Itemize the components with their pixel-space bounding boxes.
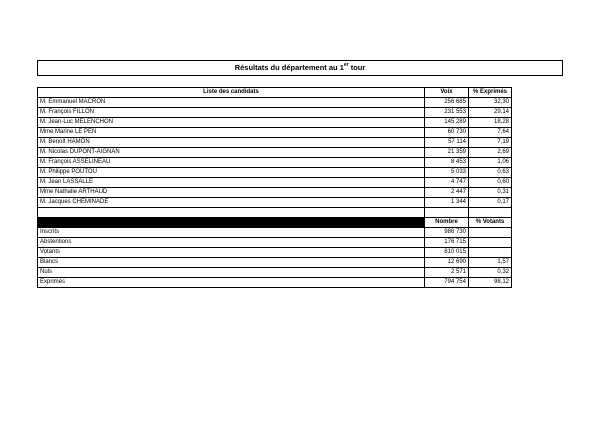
participation-header-row <box>38 217 512 227</box>
candidate-name: M. Jean LASSALLE <box>38 178 425 188</box>
candidate-votes: 256 685 <box>425 98 469 108</box>
candidate-votes: 145 289 <box>425 118 469 128</box>
participation-label: Exprimés <box>38 277 425 287</box>
participation-row <box>38 247 512 257</box>
blank-cell <box>469 208 512 218</box>
candidates-header-votes: Voix <box>425 88 469 98</box>
candidate-pct: 32,30 <box>469 98 512 108</box>
title-superscript: er <box>343 61 349 68</box>
candidate-row <box>38 198 512 208</box>
blank-row <box>38 208 512 218</box>
candidates-header-pct: % Exprimés <box>469 88 512 98</box>
participation-header-count: Nombre <box>425 217 469 227</box>
title-text: Résultats du département au 1 <box>234 63 344 72</box>
participation-pct: 0,32 <box>469 267 512 277</box>
candidate-row <box>38 188 512 198</box>
participation-label: Abstentions <box>38 237 425 247</box>
candidate-name: M. Philippe POUTOU <box>38 168 425 178</box>
candidate-pct: 2,69 <box>469 148 512 158</box>
results-table <box>37 87 512 288</box>
participation-row <box>38 257 512 267</box>
candidates-header-row <box>38 88 512 98</box>
candidate-pct: 0,31 <box>469 188 512 198</box>
candidate-row <box>38 148 512 158</box>
participation-row <box>38 237 512 247</box>
candidate-pct: 18,28 <box>469 118 512 128</box>
title-suffix: tour <box>348 63 366 72</box>
candidate-votes: 231 553 <box>425 108 469 118</box>
candidate-votes: 1 344 <box>425 198 469 208</box>
candidate-row <box>38 158 512 168</box>
participation-count: 12 690 <box>425 257 469 267</box>
participation-pct: 1,57 <box>469 257 512 267</box>
candidate-name: M. François ASSELINEAU <box>38 158 425 168</box>
participation-pct: 98,12 <box>469 277 512 287</box>
candidate-name: M. Jean-Luc MÉLENCHON <box>38 118 425 128</box>
blank-cell <box>425 208 469 218</box>
participation-label: Blancs <box>38 257 425 267</box>
candidate-votes: 57 114 <box>425 138 469 148</box>
candidate-row <box>38 98 512 108</box>
candidate-name: Mme Marine LE PEN <box>38 128 425 138</box>
candidate-votes: 21 359 <box>425 148 469 158</box>
candidate-row <box>38 128 512 138</box>
participation-count: 986 730 <box>425 227 469 237</box>
candidate-row <box>38 118 512 128</box>
participation-label: Inscrits <box>38 227 425 237</box>
candidate-votes: 4 747 <box>425 178 469 188</box>
participation-row <box>38 277 512 287</box>
participation-row <box>38 267 512 277</box>
participation-label: Nuls <box>38 267 425 277</box>
candidate-pct: 7,19 <box>469 138 512 148</box>
candidate-pct: 0,60 <box>469 178 512 188</box>
candidate-pct: 7,64 <box>469 128 512 138</box>
participation-count: 810 015 <box>425 247 469 257</box>
candidate-pct: 29,14 <box>469 108 512 118</box>
candidate-pct: 0,17 <box>469 198 512 208</box>
candidates-header-name: Liste des candidats <box>38 88 425 98</box>
candidate-votes: 60 730 <box>425 128 469 138</box>
participation-pct <box>469 227 512 237</box>
candidate-name: M. François FILLON <box>38 108 425 118</box>
participation-count: 2 571 <box>425 267 469 277</box>
candidate-row <box>38 178 512 188</box>
participation-count: 176 715 <box>425 237 469 247</box>
participation-label: Votants <box>38 247 425 257</box>
candidate-row <box>38 168 512 178</box>
candidate-votes: 5 033 <box>425 168 469 178</box>
participation-header-bar <box>38 217 425 227</box>
candidate-row <box>38 138 512 148</box>
candidate-pct: 1,06 <box>469 158 512 168</box>
participation-row <box>38 227 512 237</box>
candidate-row <box>38 108 512 118</box>
candidate-pct: 0,63 <box>469 168 512 178</box>
candidate-votes: 2 447 <box>425 188 469 198</box>
blank-cell <box>38 208 425 218</box>
participation-header-pct: % Votants <box>469 217 512 227</box>
participation-pct <box>469 237 512 247</box>
candidate-votes: 8 453 <box>425 158 469 168</box>
candidate-name: M. Nicolas DUPONT-AIGNAN <box>38 148 425 158</box>
participation-pct <box>469 247 512 257</box>
participation-count: 794 754 <box>425 277 469 287</box>
candidate-name: M. Emmanuel MACRON <box>38 98 425 108</box>
candidate-name: M. Benoît HAMON <box>38 138 425 148</box>
candidate-name: M. Jacques CHEMINADE <box>38 198 425 208</box>
results-title <box>37 60 563 76</box>
candidate-name: Mme Nathalie ARTHAUD <box>38 188 425 198</box>
